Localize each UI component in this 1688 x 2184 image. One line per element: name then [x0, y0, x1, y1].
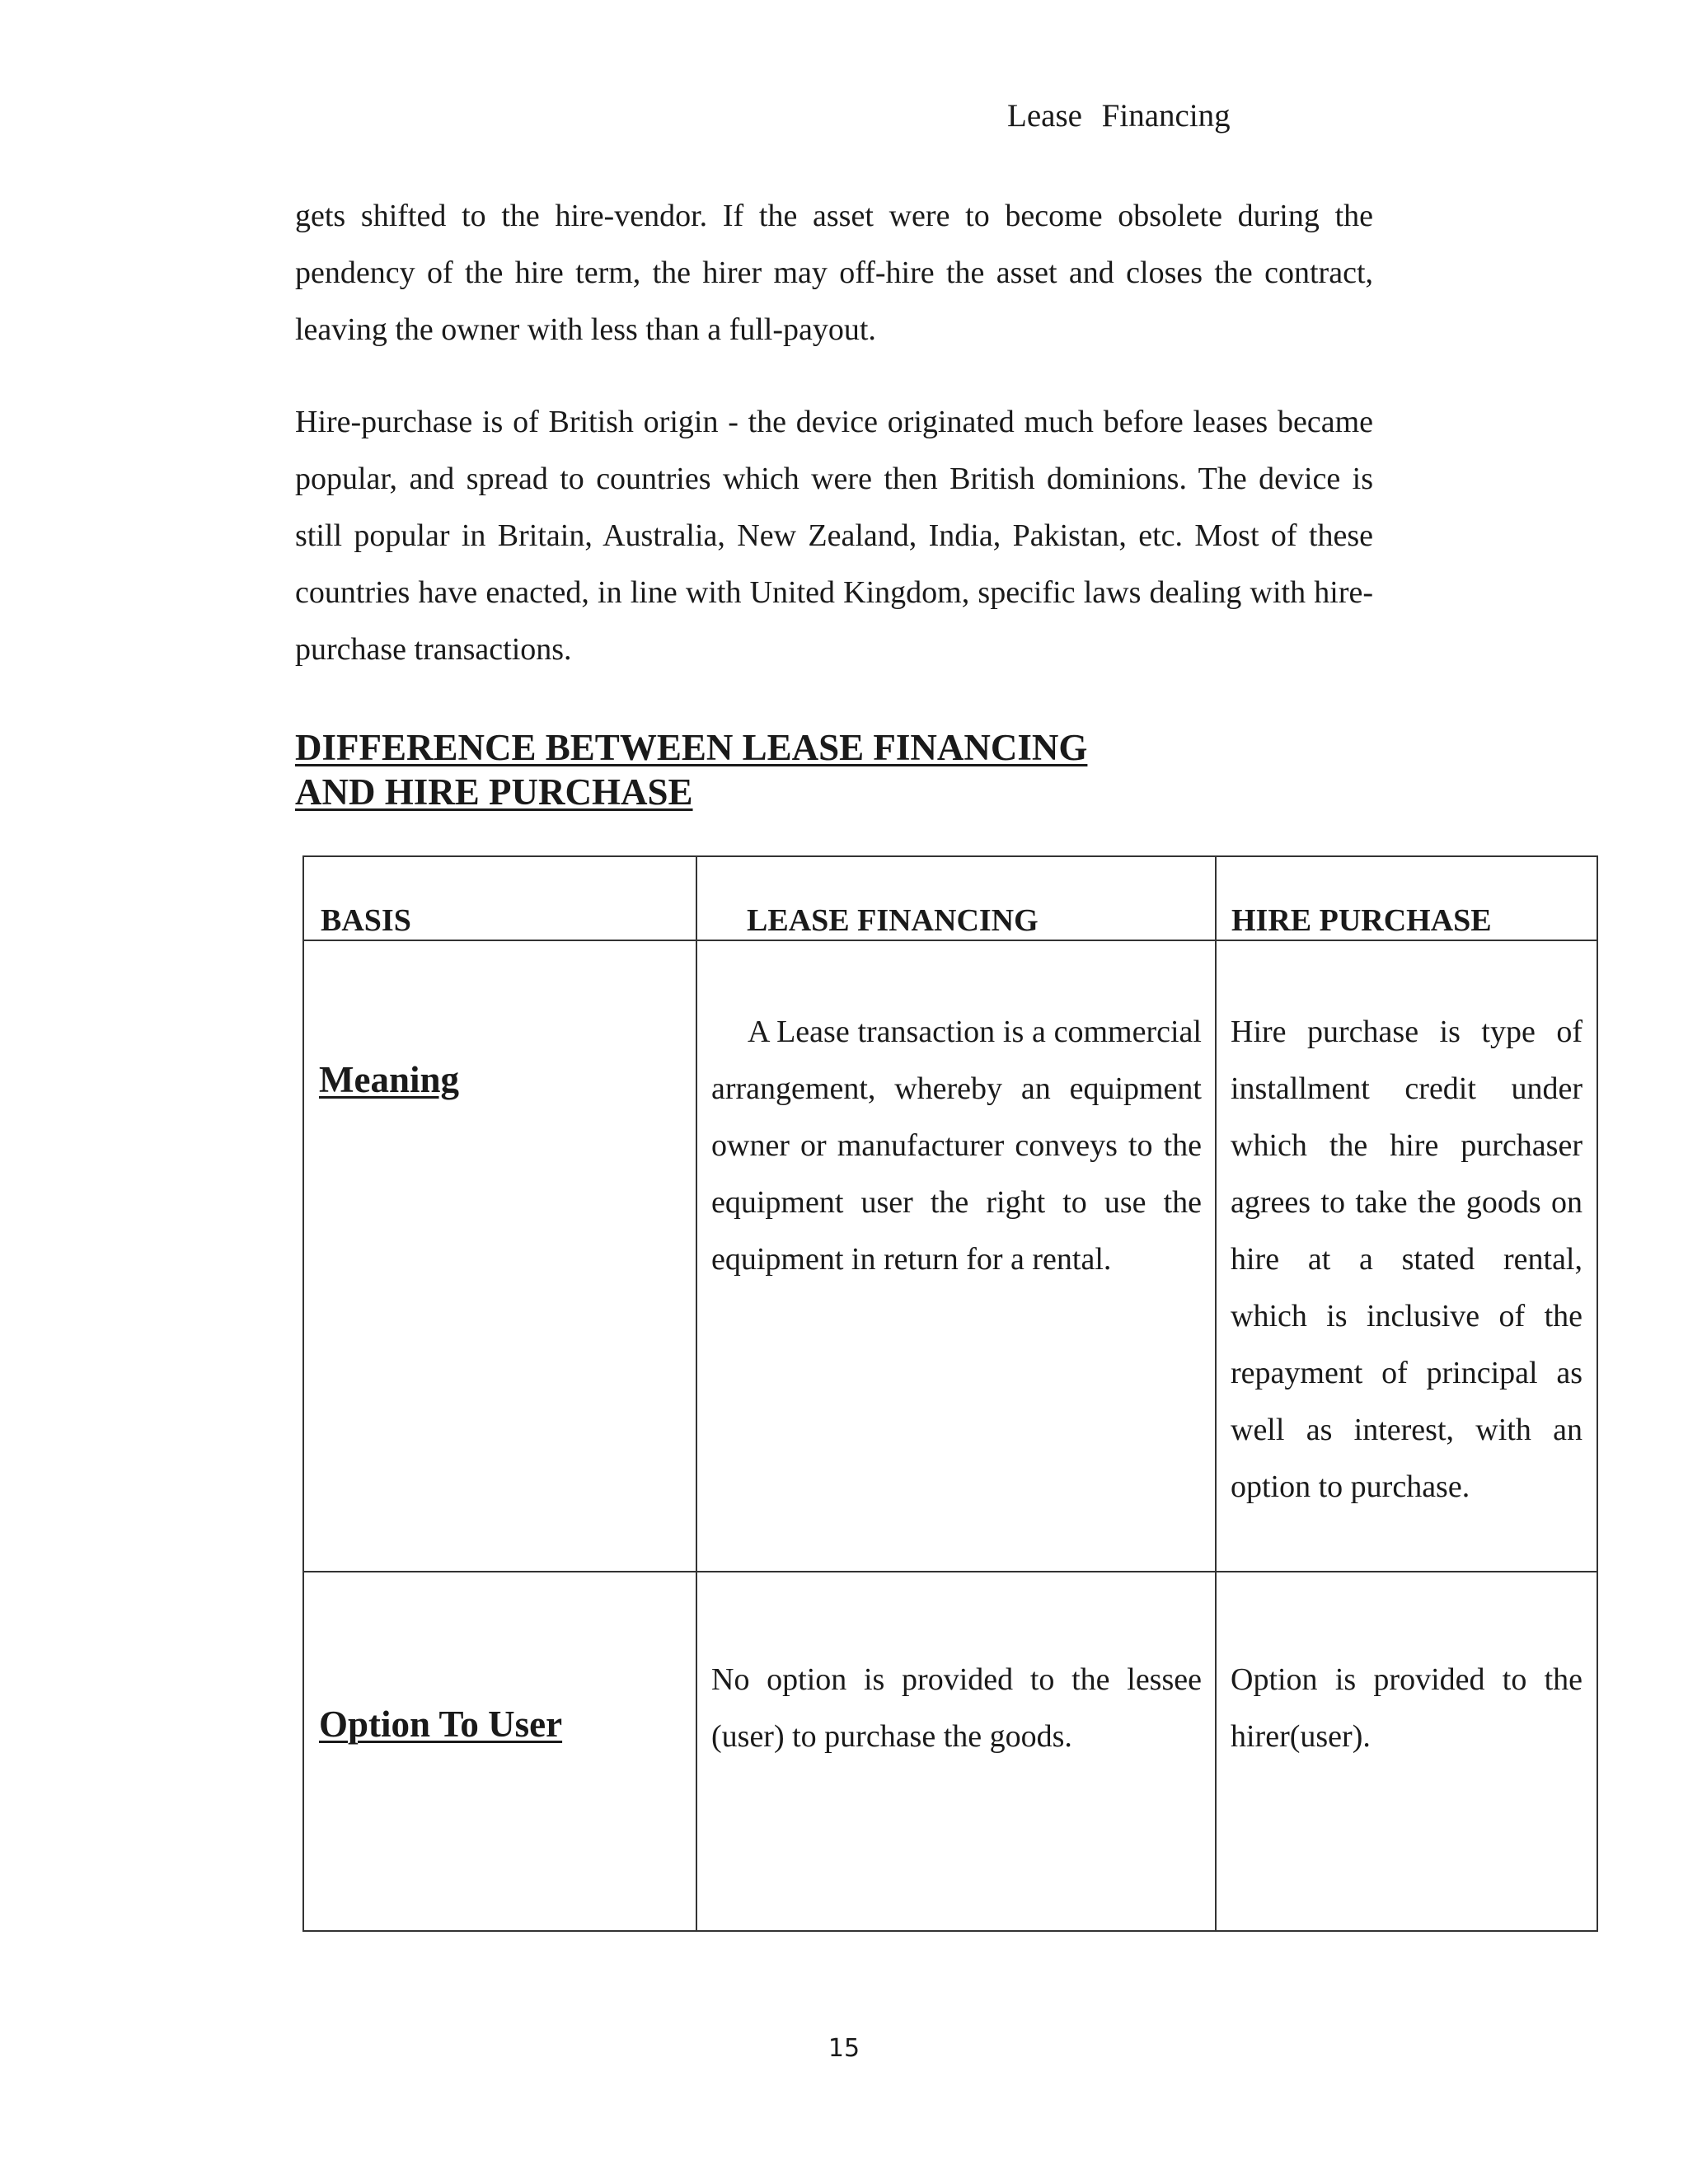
table-cell: [1216, 940, 1597, 1572]
lease-financing-text: No option is provided to the lessee (user) to purchase the goods.: [711, 1662, 1202, 1754]
table-cell: [303, 940, 696, 1572]
column-header-hire-purchase: HIRE PURCHASE: [1216, 856, 1597, 940]
section-heading-line: DIFFERENCE BETWEEN LEASE FINANCING: [295, 727, 1088, 768]
column-header-basis: BASIS: [303, 856, 696, 940]
table-cell: [696, 940, 1216, 1572]
table-cell: [303, 1572, 696, 1931]
table-cell: [1216, 1572, 1597, 1931]
column-header-lease-financing: LEASE FINANCING: [696, 856, 1216, 940]
body-paragraph: Hire-purchase is of British origin - the device originated much before leases became popular, and spread to countries which were then British dominions. The device is still popular in Britain, Australia, New Zealand, India, Pakistan, etc. Most of these countries have enacted, in line with United Kingdom, specific laws dealing with hire-purchase transactions.: [295, 405, 1373, 667]
basis-label: Option To User: [319, 1704, 563, 1745]
basis-label: Meaning: [319, 1059, 460, 1100]
comparison-table: [302, 855, 1598, 1932]
running-header: Lease Financing: [1007, 98, 1231, 134]
lease-financing-text: A Lease transaction is a commercial arrangement, whereby an equipment owner or manufacturer conveys to the equipment user the right to use the equipment in return for a rental.: [711, 1015, 1202, 1277]
page-number: 15: [828, 2034, 860, 2063]
table-header-row: [303, 856, 1597, 940]
hire-purchase-text: Option is provided to the hirer(user).: [1231, 1662, 1582, 1754]
table-cell: [696, 1572, 1216, 1931]
table-row: [303, 940, 1597, 1572]
body-paragraph: gets shifted to the hire-vendor. If the asset were to become obsolete during the pendency of the hire term, the hirer may off-hire the asset and closes the contract, leaving the owner with less than a full-payout.: [295, 199, 1373, 347]
section-heading: [295, 725, 1087, 814]
table-row: [303, 1572, 1597, 1931]
section-heading-line: AND HIRE PURCHASE: [295, 771, 693, 813]
hire-purchase-text: Hire purchase is type of installment credit under which the hire purchaser agrees to take the goods on hire at a stated rental, which is inclusive of the repayment of principal as well as interest, with an option to purchase.: [1231, 1015, 1582, 1504]
